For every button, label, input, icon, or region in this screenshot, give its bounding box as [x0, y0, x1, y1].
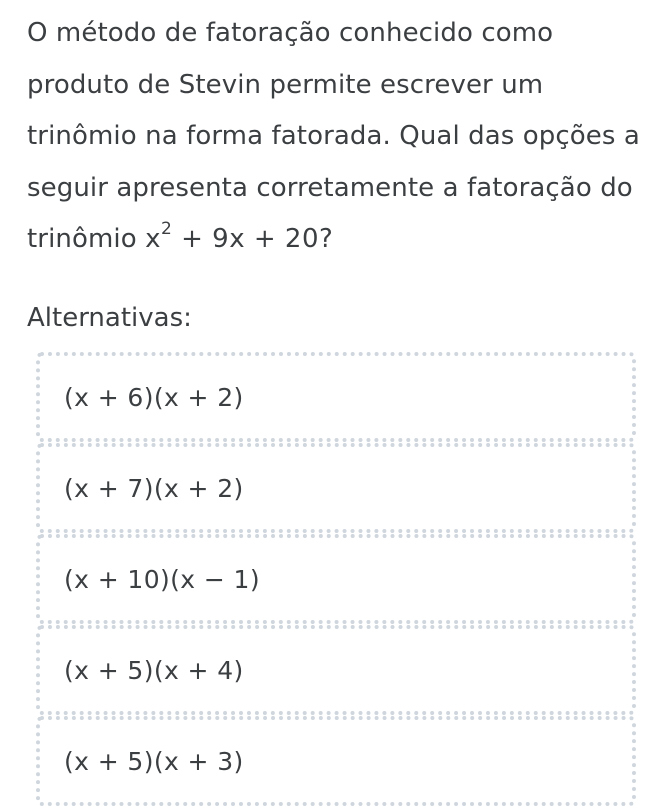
option-a[interactable] [36, 352, 636, 442]
question-body: O método de fatoração conhecido como produto de Stevin permite escrever um trinômio na forma fatorada. Qual das opções a seguir apresenta corretamente a fatoração do trinômio [27, 18, 640, 254]
options-list [36, 352, 636, 807]
option-label: (x + 10)(x − 1) [64, 564, 261, 594]
option-d[interactable] [36, 625, 636, 715]
alternatives-label: Alternativas: [27, 303, 192, 333]
option-label: (x + 7)(x + 2) [64, 473, 244, 503]
option-c[interactable] [36, 534, 636, 624]
question-text [27, 8, 642, 266]
math-base: x [145, 224, 162, 254]
math-exponent: 2 [161, 219, 173, 240]
option-label: (x + 6)(x + 2) [64, 382, 244, 412]
question-mark: ? [319, 224, 333, 254]
option-e[interactable] [36, 716, 636, 806]
math-rest: + 9x + 20 [181, 224, 320, 254]
option-b[interactable] [36, 443, 636, 533]
option-label: (x + 5)(x + 4) [64, 655, 244, 685]
option-label: (x + 5)(x + 3) [64, 746, 244, 776]
trinomial-expression [145, 219, 320, 254]
